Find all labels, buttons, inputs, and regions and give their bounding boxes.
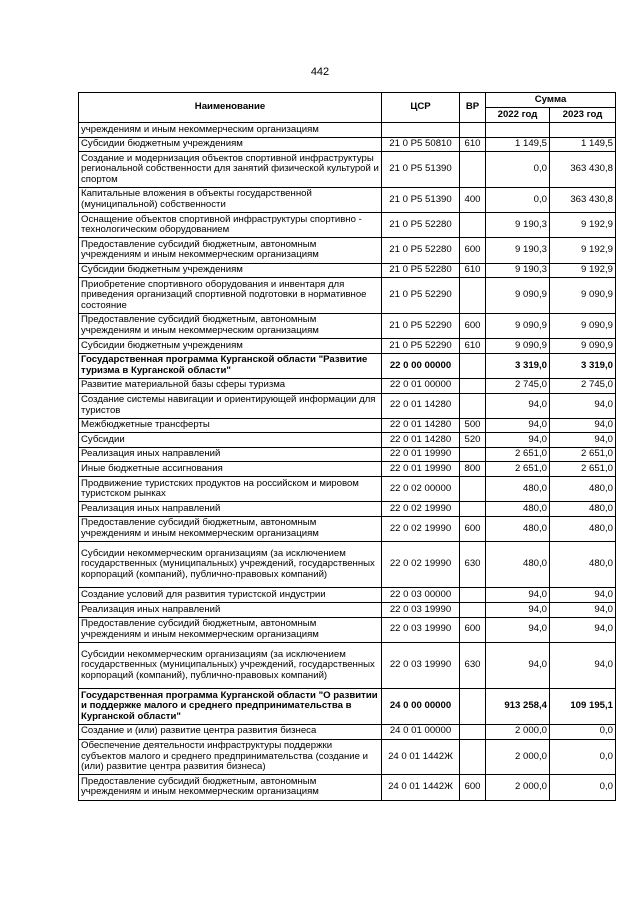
table-row [79,447,616,462]
cell-sum-2022: 913 258,4 [486,689,550,725]
cell-name: Реализация иных направлений [79,447,382,462]
cell-sum-2022: 3 319,0 [486,353,550,378]
cell-sum-2023: 94,0 [550,603,616,618]
table-row [79,339,616,354]
cell-name: Субсидии бюджетным учреждениям [79,339,382,354]
cell-sum-2023: 480,0 [550,477,616,502]
cell-name: Реализация иных направлений [79,502,382,517]
cell-sum-2023: 109 195,1 [550,689,616,725]
table-row [79,775,616,800]
table-row [79,617,616,642]
cell-sum-2023: 363 430,8 [550,187,616,212]
cell-sum-2023: 2 651,0 [550,462,616,477]
table-row [79,263,616,278]
cell-csr: 21 0 P5 52280 [382,263,460,278]
cell-sum-2022: 9 090,9 [486,339,550,354]
cell-sum-2022: 9 090,9 [486,278,550,314]
cell-csr: 22 0 02 19990 [382,502,460,517]
cell-sum-2022: 9 190,3 [486,238,550,263]
cell-sum-2022: 480,0 [486,542,550,588]
table-body [79,123,616,801]
cell-sum-2023: 94,0 [550,642,616,688]
cell-sum-2023: 2 651,0 [550,447,616,462]
cell-sum-2022 [486,123,550,138]
cell-csr: 22 0 03 19990 [382,603,460,618]
cell-sum-2022: 2 651,0 [486,462,550,477]
cell-sum-2022: 480,0 [486,516,550,541]
cell-vr: 500 [460,418,486,433]
cell-csr: 24 0 00 00000 [382,689,460,725]
table-row [79,462,616,477]
cell-sum-2022: 9 090,9 [486,313,550,338]
cell-sum-2023: 94,0 [550,588,616,603]
cell-vr [460,152,486,188]
cell-sum-2023: 9 090,9 [550,339,616,354]
cell-sum-2023: 363 430,8 [550,152,616,188]
table-row [79,433,616,448]
cell-vr: 600 [460,313,486,338]
cell-sum-2023: 2 745,0 [550,378,616,393]
cell-sum-2023: 9 090,9 [550,278,616,314]
cell-vr [460,502,486,517]
cell-name: Предоставление субсидий бюджетным, автономным учреждениям и иным некоммерческим организациям [79,775,382,800]
cell-sum-2022: 0,0 [486,187,550,212]
cell-name: учреждениям и иным некоммерческим организациям [79,123,382,138]
cell-sum-2022: 2 000,0 [486,739,550,775]
cell-sum-2022: 94,0 [486,603,550,618]
cell-name: Развитие материальной базы сферы туризма [79,378,382,393]
cell-sum-2023: 3 319,0 [550,353,616,378]
cell-sum-2023: 94,0 [550,418,616,433]
header-vr: ВР [460,93,486,123]
cell-sum-2022: 2 745,0 [486,378,550,393]
cell-vr [460,739,486,775]
header-name: Наименование [79,93,382,123]
cell-sum-2023: 9 192,9 [550,213,616,238]
table-row [79,238,616,263]
cell-vr [460,393,486,418]
cell-vr [460,278,486,314]
cell-vr: 520 [460,433,486,448]
cell-vr [460,724,486,739]
cell-sum-2023: 0,0 [550,739,616,775]
cell-sum-2023: 94,0 [550,393,616,418]
cell-csr: 24 0 01 1442Ж [382,775,460,800]
table-row [79,278,616,314]
cell-csr: 21 0 P5 52290 [382,339,460,354]
table-row [79,588,616,603]
cell-csr [382,123,460,138]
cell-name: Государственная программа Курганской области "Развитие туризма в Курганской области" [79,353,382,378]
header-year-2023: 2023 год [550,108,616,123]
cell-csr: 22 0 02 19990 [382,542,460,588]
table-row [79,603,616,618]
cell-sum-2022: 0,0 [486,152,550,188]
cell-csr: 22 0 03 19990 [382,617,460,642]
cell-sum-2022: 94,0 [486,642,550,688]
cell-sum-2022: 480,0 [486,502,550,517]
table-row [79,542,616,588]
cell-vr [460,588,486,603]
cell-sum-2023: 1 149,5 [550,137,616,152]
cell-name: Иные бюджетные ассигнования [79,462,382,477]
cell-vr [460,213,486,238]
cell-name: Приобретение спортивного оборудования и инвентаря для приведения организаций спортивной подготовки в нормативное состояние [79,278,382,314]
cell-sum-2022: 2 651,0 [486,447,550,462]
cell-sum-2022: 9 190,3 [486,263,550,278]
cell-name: Субсидии некоммерческим организациям (за исключением государственных (муниципальных) учреждений, государственных корпораций (компаний), публично-правовых компаний) [79,542,382,588]
header-csr: ЦСР [382,93,460,123]
cell-csr: 24 0 01 00000 [382,724,460,739]
cell-sum-2022: 94,0 [486,433,550,448]
cell-sum-2022: 9 190,3 [486,213,550,238]
cell-csr: 22 0 02 19990 [382,516,460,541]
cell-vr: 610 [460,137,486,152]
cell-sum-2022: 480,0 [486,477,550,502]
cell-vr: 610 [460,263,486,278]
cell-vr: 630 [460,642,486,688]
cell-name: Субсидии бюджетным учреждениям [79,263,382,278]
table-row [79,313,616,338]
cell-vr: 800 [460,462,486,477]
cell-csr: 21 0 P5 51390 [382,187,460,212]
cell-name: Продвижение туристских продуктов на российском и мировом туристском рынках [79,477,382,502]
cell-csr: 22 0 03 19990 [382,642,460,688]
cell-sum-2023: 94,0 [550,433,616,448]
cell-sum-2023: 94,0 [550,617,616,642]
table-row [79,477,616,502]
cell-name: Капитальные вложения в объекты государственной (муниципальной) собственности [79,187,382,212]
cell-vr [460,378,486,393]
table-row [79,724,616,739]
cell-sum-2023: 9 090,9 [550,313,616,338]
cell-sum-2023: 480,0 [550,516,616,541]
cell-vr: 610 [460,339,486,354]
cell-sum-2023: 9 192,9 [550,263,616,278]
header-year-2022: 2022 год [486,108,550,123]
cell-csr: 22 0 01 14280 [382,393,460,418]
cell-csr: 21 0 P5 52290 [382,278,460,314]
cell-sum-2022: 94,0 [486,418,550,433]
cell-name: Создание условий для развития туристской индустрии [79,588,382,603]
cell-name: Межбюджетные трансферты [79,418,382,433]
cell-vr [460,689,486,725]
cell-csr: 22 0 03 00000 [382,588,460,603]
table-row [79,378,616,393]
table-row [79,213,616,238]
cell-sum-2023: 480,0 [550,542,616,588]
cell-sum-2022: 2 000,0 [486,724,550,739]
cell-vr [460,477,486,502]
table-row [79,393,616,418]
cell-name: Реализация иных направлений [79,603,382,618]
table-row [79,739,616,775]
page-number: 442 [310,66,330,78]
cell-name: Создание и (или) развитие центра развития бизнеса [79,724,382,739]
table-row [79,689,616,725]
cell-name: Создание и модернизация объектов спортивной инфраструктуры региональной собственности для занятий физической культурой и спортом [79,152,382,188]
budget-table [78,92,616,801]
table-row [79,123,616,138]
table-row [79,502,616,517]
cell-csr: 22 0 02 00000 [382,477,460,502]
cell-vr [460,603,486,618]
cell-name: Создание системы навигации и ориентирующей информации для туристов [79,393,382,418]
cell-vr: 600 [460,775,486,800]
cell-csr: 21 0 P5 52280 [382,213,460,238]
cell-name: Обеспечение деятельности инфраструктуры поддержки субъектов малого и среднего предпринимательства (создание и (или) развитие центра развития бизнеса) [79,739,382,775]
cell-csr: 22 0 01 00000 [382,378,460,393]
cell-sum-2022: 94,0 [486,588,550,603]
cell-csr: 21 0 P5 52280 [382,238,460,263]
table-row [79,353,616,378]
cell-name: Государственная программа Курганской области "О развитии и поддержке малого и среднего предпринимательства в Курганской области" [79,689,382,725]
cell-sum-2023: 480,0 [550,502,616,517]
cell-vr: 600 [460,238,486,263]
cell-sum-2023 [550,123,616,138]
table-row [79,137,616,152]
cell-name: Предоставление субсидий бюджетным, автономным учреждениям и иным некоммерческим организациям [79,313,382,338]
table-row [79,516,616,541]
cell-vr [460,447,486,462]
table-row [79,152,616,188]
cell-name: Субсидии [79,433,382,448]
cell-csr: 21 0 P5 52290 [382,313,460,338]
cell-name: Предоставление субсидий бюджетным, автономным учреждениям и иным некоммерческим организациям [79,617,382,642]
cell-sum-2023: 0,0 [550,724,616,739]
cell-sum-2023: 0,0 [550,775,616,800]
cell-vr [460,353,486,378]
cell-vr [460,123,486,138]
cell-sum-2022: 1 149,5 [486,137,550,152]
cell-sum-2023: 9 192,9 [550,238,616,263]
cell-sum-2022: 94,0 [486,393,550,418]
cell-vr: 400 [460,187,486,212]
cell-vr: 600 [460,617,486,642]
table-row [79,642,616,688]
cell-csr: 22 0 00 00000 [382,353,460,378]
cell-csr: 22 0 01 14280 [382,433,460,448]
cell-name: Субсидии бюджетным учреждениям [79,137,382,152]
cell-name: Предоставление субсидий бюджетным, автономным учреждениям и иным некоммерческим организациям [79,238,382,263]
cell-csr: 22 0 01 19990 [382,447,460,462]
cell-csr: 22 0 01 14280 [382,418,460,433]
cell-vr: 600 [460,516,486,541]
cell-csr: 21 0 P5 50810 [382,137,460,152]
cell-csr: 21 0 P5 51390 [382,152,460,188]
cell-name: Оснащение объектов спортивной инфраструктуры спортивно - технологическим оборудованием [79,213,382,238]
table-row [79,418,616,433]
cell-vr: 630 [460,542,486,588]
cell-csr: 24 0 01 1442Ж [382,739,460,775]
cell-sum-2022: 94,0 [486,617,550,642]
cell-name: Субсидии некоммерческим организациям (за исключением государственных (муниципальных) учреждений, государственных корпораций (компаний), публично-правовых компаний) [79,642,382,688]
cell-sum-2022: 2 000,0 [486,775,550,800]
table-row [79,187,616,212]
header-sum: Сумма [486,93,616,108]
cell-csr: 22 0 01 19990 [382,462,460,477]
cell-name: Предоставление субсидий бюджетным, автономным учреждениям и иным некоммерческим организациям [79,516,382,541]
